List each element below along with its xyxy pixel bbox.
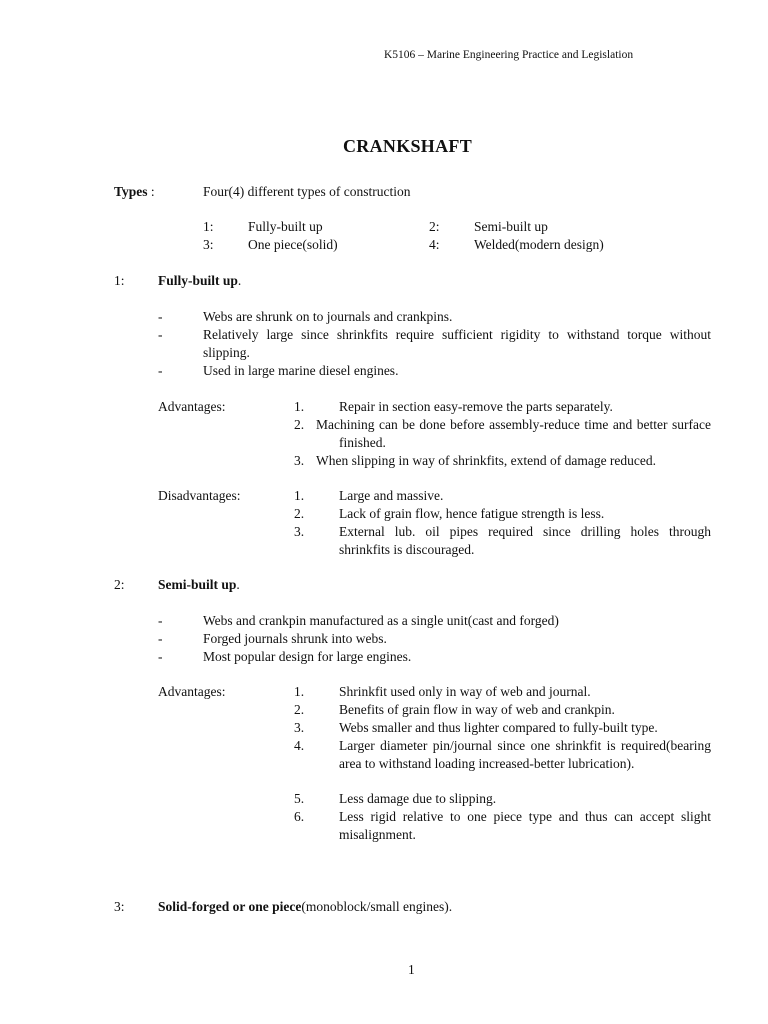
list-number: 2. bbox=[294, 417, 305, 432]
types-intro: Four(4) different types of construction bbox=[203, 184, 411, 199]
list-number: 2. bbox=[294, 702, 305, 717]
list-number: 2. bbox=[294, 506, 305, 521]
section-heading-suffix: (monoblock/small engines). bbox=[301, 899, 453, 914]
type-text: One piece(solid) bbox=[248, 237, 338, 252]
page-title: CRANKSHAFT bbox=[343, 136, 473, 156]
section-number: 3: bbox=[114, 899, 125, 914]
bullet-dash: - bbox=[158, 649, 163, 664]
bullet-dash: - bbox=[158, 327, 163, 342]
list-number: 1. bbox=[294, 684, 305, 699]
list-text: Repair in section easy-remove the parts separately. bbox=[339, 399, 613, 414]
section-heading-suffix: . bbox=[237, 273, 242, 288]
bullet-text: Forged journals shrunk into webs. bbox=[203, 631, 387, 646]
section-heading-suffix: . bbox=[236, 577, 240, 592]
type-num: 2: bbox=[429, 219, 440, 234]
list-text: When slipping in way of shrinkfits, extend of damage reduced. bbox=[316, 453, 657, 468]
type-text: Welded(modern design) bbox=[474, 237, 604, 252]
section-heading-text: Fully-built up bbox=[158, 273, 238, 288]
list-number: 3. bbox=[294, 720, 305, 735]
bullet-text: Relatively large since shrinkfits require sufficient rigidity to withstand torque without slipping. bbox=[203, 327, 711, 360]
bullet-text: Webs and crankpin manufactured as a single unit(cast and forged) bbox=[203, 613, 559, 628]
type-text: Fully-built up bbox=[248, 219, 323, 234]
list-number: 1. bbox=[294, 488, 305, 503]
section-number: 2: bbox=[114, 577, 125, 592]
list-number: 6. bbox=[294, 809, 305, 824]
list-number: 1. bbox=[294, 399, 305, 414]
advantages-label: Advantages: bbox=[158, 399, 226, 414]
bullet-dash: - bbox=[158, 309, 163, 324]
list-text bbox=[316, 416, 711, 452]
list-number: 4. bbox=[294, 738, 305, 753]
list-text: Less rigid relative to one piece type and thus can accept slight misalignment. bbox=[339, 809, 711, 842]
list-number: 3. bbox=[294, 524, 305, 539]
section-heading bbox=[158, 898, 452, 916]
section-heading-text: Semi-built up bbox=[158, 577, 237, 592]
list-text-inline: Machining can be done before assembly-reduce time and better surface finished. bbox=[316, 417, 711, 450]
types-colon: : bbox=[150, 184, 155, 199]
list-text: Lack of grain flow, hence fatigue strength is less. bbox=[339, 506, 605, 521]
advantages-label: Advantages: bbox=[158, 684, 226, 699]
bullet-text: Most popular design for large engines. bbox=[203, 649, 412, 664]
types-row bbox=[114, 183, 155, 201]
list-text: Large and massive. bbox=[339, 488, 444, 503]
type-num: 3: bbox=[203, 237, 214, 252]
bullet-text: Used in large marine diesel engines. bbox=[203, 363, 399, 378]
type-text: Semi-built up bbox=[474, 219, 548, 234]
bullet-text: Webs are shrunk on to journals and crankpins. bbox=[203, 309, 453, 324]
section-heading bbox=[158, 272, 241, 290]
section-heading bbox=[158, 576, 240, 594]
section-number: 1: bbox=[114, 273, 125, 288]
list-text: Shrinkfit used only in way of web and journal. bbox=[339, 684, 591, 699]
list-number: 5. bbox=[294, 791, 305, 806]
document-header: K5106 – Marine Engineering Practice and Legislation bbox=[384, 49, 634, 61]
bullet-dash: - bbox=[158, 363, 163, 378]
bullet-dash: - bbox=[158, 613, 163, 628]
list-text: Less damage due to slipping. bbox=[339, 791, 497, 806]
list-text: Webs smaller and thus lighter compared to fully-built type. bbox=[339, 720, 658, 735]
type-num: 4: bbox=[429, 237, 440, 252]
list-text: Benefits of grain flow in way of web and crankpin. bbox=[339, 702, 615, 717]
types-label: Types bbox=[114, 184, 148, 199]
list-text: Larger diameter pin/journal since one shrinkfit is required(bearing area to withstand loading increased-better lubrication). bbox=[339, 738, 711, 771]
disadvantages-label: Disadvantages: bbox=[158, 488, 241, 503]
section-heading-text: Solid-forged or one piece bbox=[158, 899, 302, 914]
bullet-dash: - bbox=[158, 631, 163, 646]
type-num: 1: bbox=[203, 219, 214, 234]
list-number: 3. bbox=[294, 453, 305, 468]
list-text: External lub. oil pipes required since drilling holes through shrinkfits is discouraged. bbox=[339, 524, 711, 557]
page-number: 1 bbox=[408, 962, 415, 977]
